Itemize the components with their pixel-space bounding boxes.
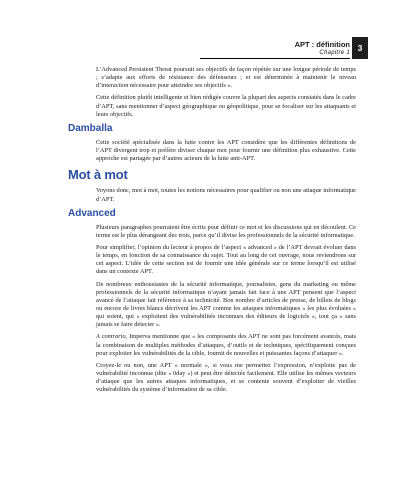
advanced-paragraph-2: Pour simplifier, l’opinion du lecteur à propos de l’aspect « advanced » de l’APT devrait évoluer dans le temps, en fonction de sa connaissance du sujet. Tout au long de cet ouvrage, nous reviendrons sur cet aspect. L’idée de cette section est de fournir une idée générale sur ce terme lorsqu’il est utilisé dans un contexte APT.: [96, 244, 356, 276]
damballa-heading: Damballa: [68, 122, 113, 134]
running-header: [200, 40, 350, 59]
advanced-paragraph-4: [96, 333, 356, 357]
advanced-section: [68, 208, 356, 395]
advanced-heading: Advanced: [68, 207, 116, 219]
intro-paragraph-2: Cette définition plutôt intelligente et bien rédigée couvre la plupart des aspects constatés dans le cadre d’APT, sans mentionner d’aspect géographique ou géopolitique, pour se focaliser sur les attaquants et leurs objectifs.: [96, 94, 356, 118]
mot-a-mot-heading: Mot à mot: [68, 167, 128, 183]
damballa-paragraph-1: Cette société spécialisée dans la lutte contre les APT considère que les différentes définitions de l’APT divergent trop et préfère diviser chaque mot pour fournir une définition plus exhaustive. Cette approche est partagée par d’autres acteurs de la lutte anti-APT.: [96, 138, 356, 163]
chapter-label: Chapitre 1: [319, 50, 350, 56]
running-title: APT : définition: [294, 40, 350, 49]
page-body: [68, 66, 356, 399]
a-contrario-lead: A contrario,: [96, 333, 128, 341]
advanced-paragraph-5: Croyez-le ou non, une APT « normale », si vous me permettez l’expression, n’exploite pas de vulnérabilité inconnue (dite « 0day ») et peut être détectée facilement. Elle utilise les mêmes vecteurs d’attaque que les autres attaques informatiques, et se contente souvent d’exploiter de vieilles vulnérabilités du système d’information de sa cible.: [96, 361, 356, 394]
page-number-badge: 3: [352, 37, 368, 59]
advanced-paragraph-1: Plusieurs paragraphes pourraient être écrits pour définir ce mot et les discussions qui en découlent. Ce terme est le plus dérangeant des trois, parce qu’il divise les professionnels de la sécurité informatique.: [96, 223, 356, 239]
intro-paragraph-1: L’Advanced Persistent Threat poursuit ses objectifs de façon répétée sur une longue période de temps ; s’adapte aux efforts de résistance des défenseurs ; et est déterminée à maintenir le niveau d’interaction nécessaire pour atteindre ses objectifs ».: [96, 66, 356, 90]
damballa-section: [68, 123, 356, 163]
advanced-paragraph-4-text: Imperva mentionne que « les composants des APT ne sont pas forcément avancés, mais la combinaison de multiples méthodes d’attaques, d’outils et de techniques, spécifiquement conçues pour exploiter les vulnérabilités de la cible, fournit de nouvelles et puissantes façons d’attaquer ».: [96, 333, 357, 357]
mot-a-mot-section: [68, 167, 356, 203]
advanced-paragraph-3: De nombreux enthousiastes de la sécurité informatique, journalistes, gens du marketing ou même professionnels de la sécurité informatique n’ayant jamais fait face à une APT pensent que l’aspect avancé de l’attaque fait référence à sa technicité. Bon nombre d’articles de presse, de billets de blogs ou encore de livres blancs décrivent les APT comme les attaques informatiques « les plus évoluées » qui soient, qui « exploitent des vulnérabilités inconnues des éditeurs de logiciels », tout ça « sans jamais se faire détecter ».: [96, 280, 356, 329]
mot-a-mot-paragraph-1: Voyons donc, mot à mot, toutes les notions nécessaires pour qualifier ou non une attaque informatique d’APT.: [96, 187, 356, 203]
intro-section: [68, 66, 356, 119]
